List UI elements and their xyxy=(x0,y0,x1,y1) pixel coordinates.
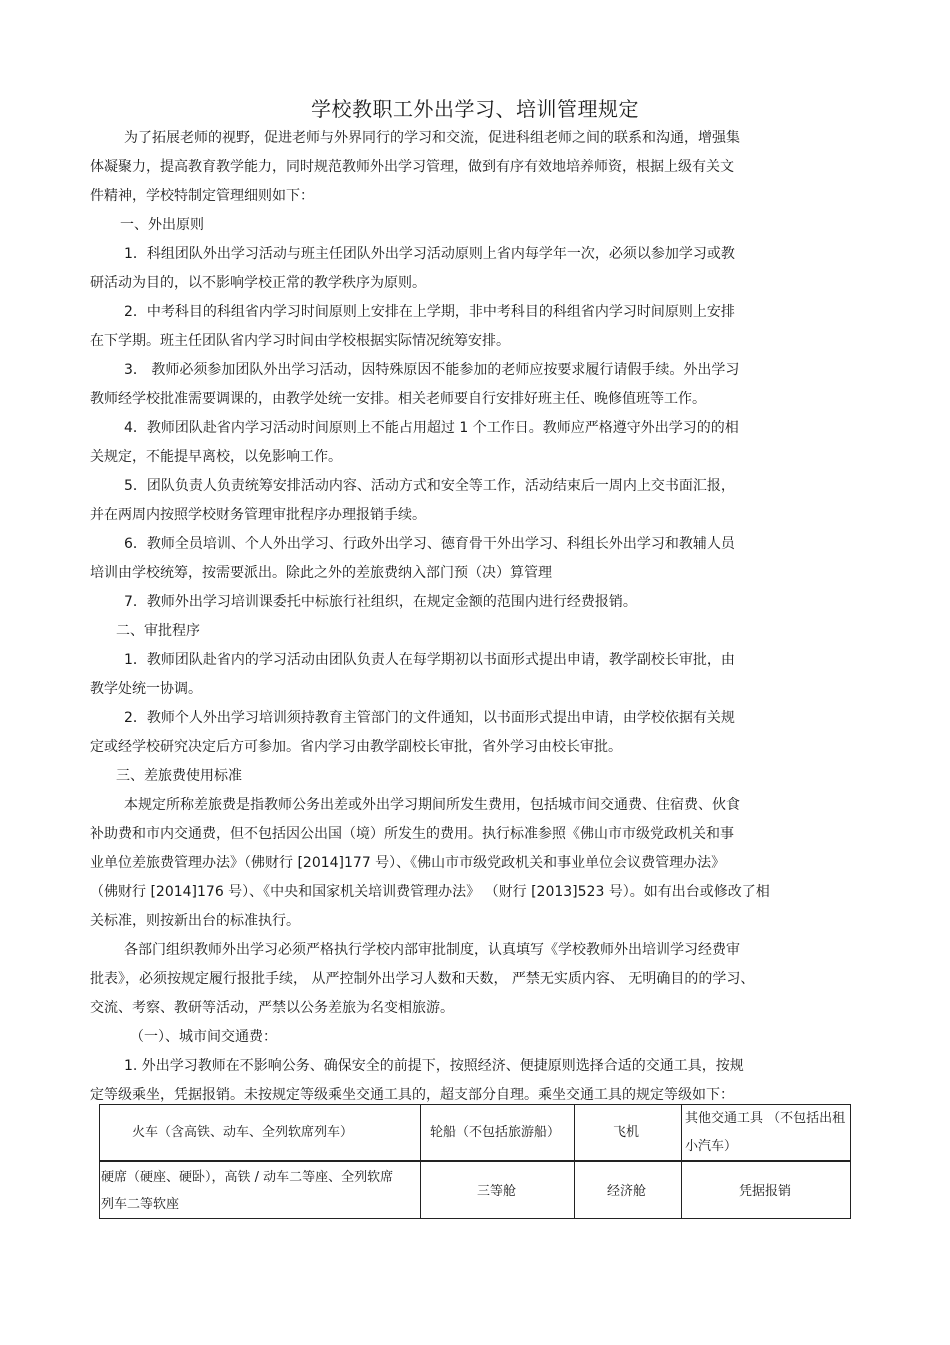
body-line: 7．教师外出学习培训课委托中标旅行社组织，在规定金额的范围内进行经费报销。 xyxy=(124,594,637,610)
body-line: 体凝聚力，提高教育教学能力，同时规范教师外出学习管理，做到有序有效地培养师资，根据上级有关文 xyxy=(90,159,734,175)
table-header-other-line2: 小汽车） xyxy=(685,1139,738,1154)
body-line: 4．教师团队赴省内学习活动时间原则上不能占用超过 1 个工作日。教师应严格遵守外出学习的的相 xyxy=(124,420,739,436)
body-line: 定或经学校研究决定后方可参加。省内学习由教学副校长审批，省外学习由校长审批。 xyxy=(90,739,622,755)
table-border-middle xyxy=(99,1160,851,1162)
body-line: 教师经学校批准需要调课的，由教学处统一安排。相关老师要自行安排好班主任、晚修值班等工作。 xyxy=(90,391,706,407)
body-line: 教学处统一协调。 xyxy=(90,681,202,697)
table-header-plane: 飞机 xyxy=(613,1125,640,1140)
body-line: 交流、考察、教研等活动，严禁以公务差旅为名变相旅游。 xyxy=(90,1000,454,1016)
body-line: 件精神，学校特制定管理细则如下： xyxy=(90,188,314,204)
table-header-other: 其他交通工具 （不包括出租 xyxy=(685,1111,846,1126)
body-line: 业单位差旅费管理办法》（佛财行 [2014]177 号）、《佛山市市级党政机关和事业单位会议费管理办法》 xyxy=(90,855,726,871)
body-line: 并在两周内按照学校财务管理审批程序办理报销手续。 xyxy=(90,507,426,523)
table-header-train: 火车（含高铁、动车、全列软席列车） xyxy=(132,1125,354,1140)
body-line: 1. 外出学习教师在不影响公务、确保安全的前提下，按照经济、便捷原则选择合适的交通工具，按规 xyxy=(124,1058,744,1074)
table-column-divider xyxy=(574,1104,575,1219)
table-cell-other: 凭据报销 xyxy=(739,1184,792,1199)
body-line: 2．教师个人外出学习培训须持教育主管部门的文件通知，以书面形式提出申请，由学校依据有关规 xyxy=(124,710,735,726)
table-border-left xyxy=(99,1104,100,1219)
table-header-ship: 轮船（不包括旅游船） xyxy=(430,1125,561,1140)
table-cell-plane: 经济舱 xyxy=(607,1184,647,1199)
body-line: 各部门组织教师外出学习必须严格执行学校内部审批制度，认真填写《学校教师外出培训学习经费审 xyxy=(124,942,740,958)
body-line: 5．团队负责人负责统筹安排活动内容、活动方式和安全等工作，活动结束后一周内上交书面汇报， xyxy=(124,478,735,494)
table-cell-train: 硬席（硬座、硬卧），高铁 / 动车二等座、全列软席 xyxy=(101,1170,394,1185)
table-cell-train-line2: 列车二等软座 xyxy=(101,1197,180,1212)
table-border-bottom xyxy=(99,1218,851,1219)
body-line: 3． 教师必须参加团队外出学习活动，因特殊原因不能参加的老师应按要求履行请假手续。外出学习 xyxy=(124,362,740,378)
table-border-right xyxy=(850,1104,851,1219)
body-line: 关标准，则按新出台的标准执行。 xyxy=(90,913,300,929)
table-column-divider xyxy=(681,1104,682,1219)
body-line: 补助费和市内交通费，但不包括因公出国（境）所发生的费用。执行标准参照《佛山市市级党政机关和事 xyxy=(90,826,734,842)
body-line: 1．科组团队外出学习活动与班主任团队外出学习活动原则上省内每学年一次，必须以参加学习或教 xyxy=(124,246,735,262)
body-line: 关规定，不能提早离校，以免影响工作。 xyxy=(90,449,342,465)
body-line: 本规定所称差旅费是指教师公务出差或外出学习期间所发生费用，包括城市间交通费、住宿费、伙食 xyxy=(124,797,740,813)
body-line: 定等级乘坐，凭据报销。未按规定等级乘坐交通工具的，超支部分自理。乘坐交通工具的规定等级如下： xyxy=(90,1087,734,1103)
section-heading: 三、差旅费使用标准 xyxy=(116,768,242,784)
table-border-top xyxy=(99,1104,851,1105)
body-line: 研活动为目的，以不影响学校正常的教学秩序为原则。 xyxy=(90,275,426,291)
document-title: 学校教职工外出学习、培训管理规定 xyxy=(311,97,639,121)
body-line: 为了拓展老师的视野，促进老师与外界同行的学习和交流，促进科组老师之间的联系和沟通，增强集 xyxy=(124,130,740,146)
body-line: 1．教师团队赴省内的学习活动由团队负责人在每学期初以书面形式提出申请，教学副校长审批，由 xyxy=(124,652,735,668)
body-line: 在下学期。班主任团队省内学习时间由学校根据实际情况统筹安排。 xyxy=(90,333,510,349)
body-line: 6．教师全员培训、个人外出学习、行政外出学习、德育骨干外出学习、科组长外出学习和教辅人员 xyxy=(124,536,735,552)
table-column-divider xyxy=(420,1104,421,1219)
section-heading: 一、外出原则 xyxy=(120,217,204,233)
body-line: 批表》，必须按规定履行报批手续， 从严控制外出学习人数和天数， 严禁无实质内容、 无明确目的的学习、 xyxy=(90,971,755,987)
subsection-heading: （一）、城市间交通费： xyxy=(130,1029,277,1045)
body-line: （佛财行 [2014]176 号）、《中央和国家机关培训费管理办法》 （财行 [2013]523 号）。如有出台或修改了相 xyxy=(90,884,770,900)
body-line: 2．中考科目的科组省内学习时间原则上安排在上学期，非中考科目的科组省内学习时间原则上安排 xyxy=(124,304,735,320)
body-line: 培训由学校统筹，按需要派出。除此之外的差旅费纳入部门预（决）算管理 xyxy=(90,565,552,581)
table-cell-ship: 三等舱 xyxy=(477,1184,517,1199)
section-heading: 二、审批程序 xyxy=(116,623,200,639)
